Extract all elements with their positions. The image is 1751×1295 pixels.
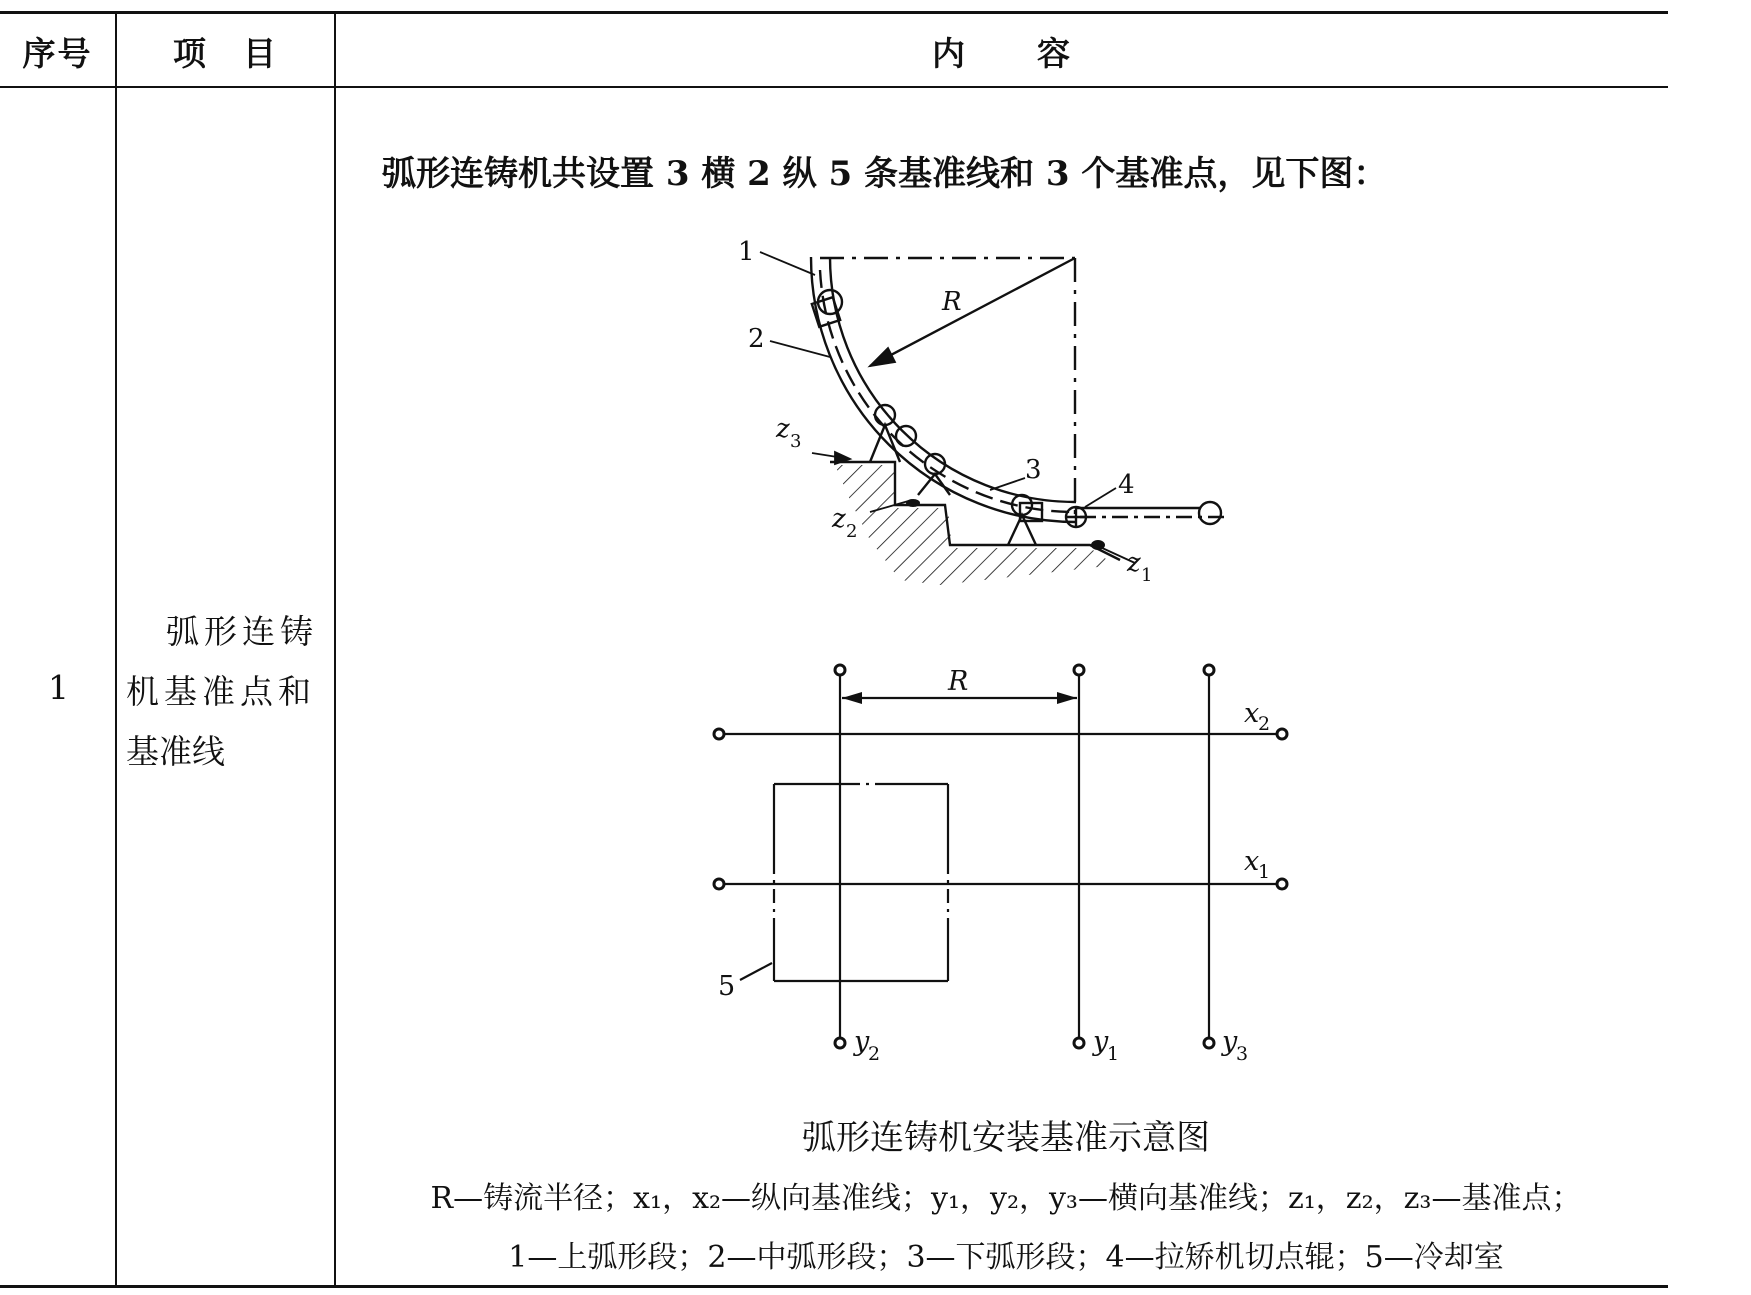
dimension-arrow-left bbox=[842, 692, 862, 704]
radius-label-plan: R bbox=[948, 666, 969, 697]
point-label-z3: z bbox=[776, 414, 790, 444]
line-label-y3: y bbox=[1222, 1026, 1238, 1057]
point-label-z3-sub: 3 bbox=[790, 431, 802, 452]
y2-end-top bbox=[835, 665, 845, 675]
part-label-3: 3 bbox=[1025, 455, 1042, 485]
point-label-z2: z bbox=[832, 504, 846, 534]
part-label-4: 4 bbox=[1118, 470, 1135, 500]
part-label-2: 2 bbox=[748, 324, 765, 354]
y1-end-bottom bbox=[1074, 1038, 1084, 1048]
row-item-line-1: 弧形连铸 bbox=[166, 612, 318, 651]
room-label-5: 5 bbox=[718, 971, 736, 1002]
point-label-z1-sub: 1 bbox=[1141, 565, 1153, 586]
line-label-y3-sub: 3 bbox=[1236, 1043, 1249, 1065]
leader-5 bbox=[740, 963, 772, 980]
line-label-x1-sub: 1 bbox=[1258, 861, 1271, 883]
row-item-line-2: 机基准点和 bbox=[126, 672, 316, 711]
y3-end-top bbox=[1204, 665, 1214, 675]
y2-end-bottom bbox=[835, 1038, 845, 1048]
row-intro-text: 弧形连铸机共设置 3 横 2 纵 5 条基准线和 3 个基准点，见下图： bbox=[382, 154, 1388, 194]
row-item-line-3: 基准线 bbox=[126, 732, 225, 771]
part-label-1: 1 bbox=[738, 237, 755, 267]
y3-end-bottom bbox=[1204, 1038, 1214, 1048]
radius-label-top: R bbox=[942, 287, 962, 317]
figure-legend-line-2: 1—上弧形段；2—中弧形段；3—下弧形段；4—拉矫机切点辊；5—冷却室 bbox=[508, 1240, 1504, 1275]
figure-caption: 弧形连铸机安装基准示意图 bbox=[802, 1118, 1210, 1158]
header-content: 内 容 bbox=[932, 33, 1072, 73]
line-label-y2-sub: 2 bbox=[868, 1043, 881, 1065]
x2-end-right bbox=[1277, 729, 1287, 739]
x1-end-right bbox=[1277, 879, 1287, 889]
line-label-x2-sub: 2 bbox=[1258, 713, 1271, 735]
y1-end-top bbox=[1074, 665, 1084, 675]
dimension-arrow-right bbox=[1057, 692, 1077, 704]
point-label-z2-sub: 2 bbox=[846, 521, 858, 542]
line-label-x2: x bbox=[1244, 698, 1260, 729]
figure-legend-line-1: R—铸流半径；x₁，x₂—纵向基准线；y₁，y₂，y₃—横向基准线；z₁，z₂，z₃—基准点； bbox=[430, 1181, 1582, 1216]
x2-end-left bbox=[714, 729, 724, 739]
line-label-y1: y bbox=[1093, 1026, 1109, 1057]
x1-end-left bbox=[714, 879, 724, 889]
line-label-y2: y bbox=[854, 1026, 870, 1057]
line-label-y1-sub: 1 bbox=[1107, 1043, 1120, 1065]
row-seq: 1 bbox=[48, 668, 69, 707]
line-label-x1: x bbox=[1244, 846, 1260, 877]
point-label-z1: z bbox=[1127, 548, 1141, 578]
header-item: 项 目 bbox=[173, 33, 278, 73]
header-seq: 序号 bbox=[22, 33, 93, 73]
